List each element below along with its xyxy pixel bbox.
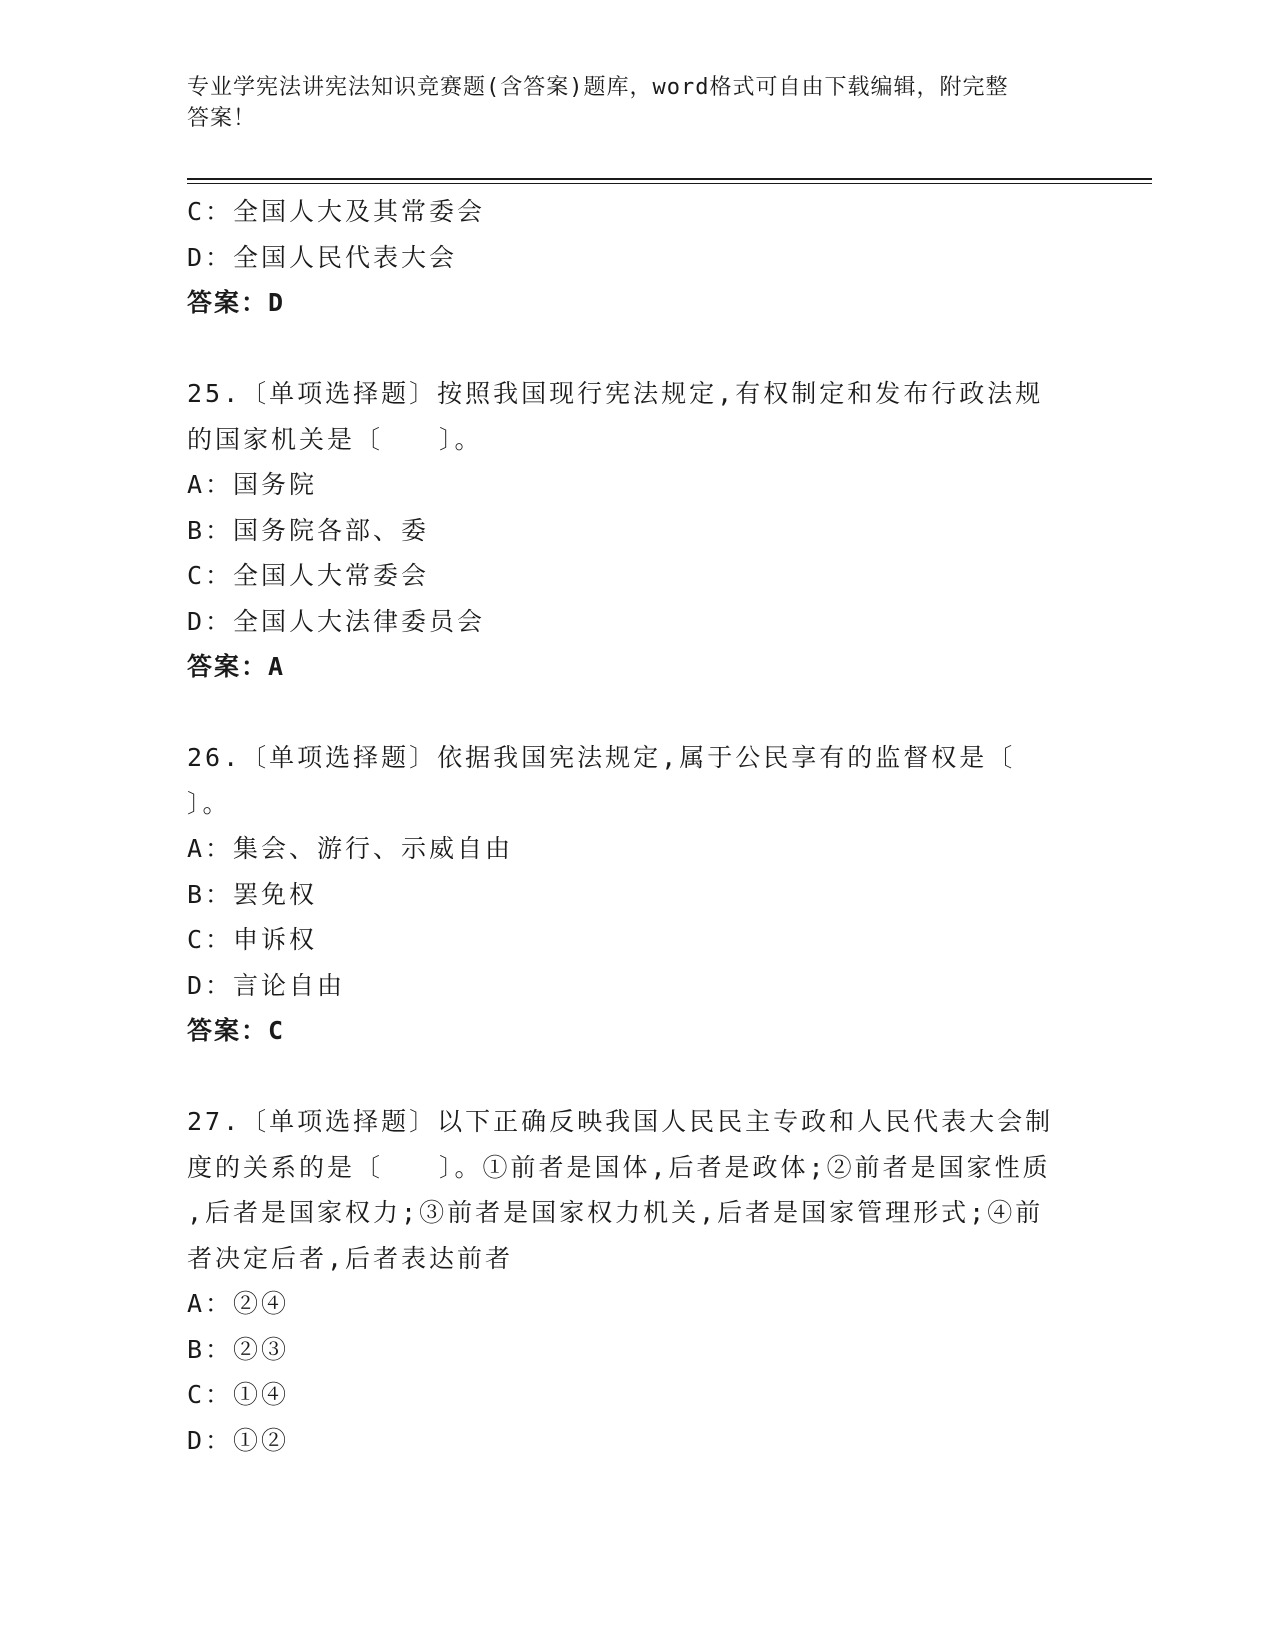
spacer xyxy=(187,326,1087,372)
option-a: A：集会、游行、示威自由 xyxy=(187,834,514,863)
option-d: D：全国人大法律委员会 xyxy=(187,606,486,636)
header-line-2: 答案！ xyxy=(187,106,257,131)
question-stem-line: 26.〔单项选择题〕依据我国宪法规定,属于公民享有的监督权是〔 xyxy=(187,743,1016,772)
question-stem-line: 度的关系的是〔 〕。①前者是国体,后者是政体;②前者是国家性质 xyxy=(187,1152,1051,1182)
answer-label: 答案：D xyxy=(187,288,286,317)
option-d: D：言论自由 xyxy=(187,970,346,1000)
option-d: D：全国人民代表大会 xyxy=(187,242,458,272)
header-divider-thin xyxy=(187,183,1152,184)
question-26 xyxy=(187,735,1087,1054)
question-27 xyxy=(187,1099,1087,1463)
document-header xyxy=(187,72,1087,134)
answer-label: 答案：C xyxy=(187,1016,286,1045)
question-stem-line: 〕。 xyxy=(187,788,231,818)
option-b: B：②③ xyxy=(187,1334,290,1364)
question-25 xyxy=(187,371,1087,690)
option-d: D：①② xyxy=(187,1425,290,1455)
question-stem-line: ,后者是国家权力;③前者是国家权力机关,后者是国家管理形式;④前 xyxy=(187,1198,1044,1227)
option-c: C：全国人大及其常委会 xyxy=(187,197,486,226)
question-list xyxy=(187,189,1087,1463)
answer-label: 答案：A xyxy=(187,652,286,681)
spacer xyxy=(187,690,1087,736)
question-24-tail xyxy=(187,189,1087,326)
spacer xyxy=(187,1054,1087,1100)
question-stem-line: 者决定后者,后者表达前者 xyxy=(187,1243,514,1273)
option-a: A：②④ xyxy=(187,1289,290,1318)
option-b: B：罢免权 xyxy=(187,879,318,909)
question-stem-line: 的国家机关是〔 〕。 xyxy=(187,424,483,454)
option-c: C：①④ xyxy=(187,1380,290,1409)
header-line-1: 专业学宪法讲宪法知识竞赛题(含答案)题库，word格式可自由下载编辑，附完整 xyxy=(187,75,1009,100)
header-divider-thick xyxy=(187,178,1152,180)
question-stem-line: 25.〔单项选择题〕按照我国现行宪法规定,有权制定和发布行政法规 xyxy=(187,379,1044,408)
option-a: A：国务院 xyxy=(187,470,318,499)
question-stem-line: 27.〔单项选择题〕以下正确反映我国人民民主专政和人民代表大会制 xyxy=(187,1107,1054,1136)
option-b: B：国务院各部、委 xyxy=(187,515,430,545)
option-c: C：申诉权 xyxy=(187,925,318,954)
option-c: C：全国人大常委会 xyxy=(187,561,430,590)
